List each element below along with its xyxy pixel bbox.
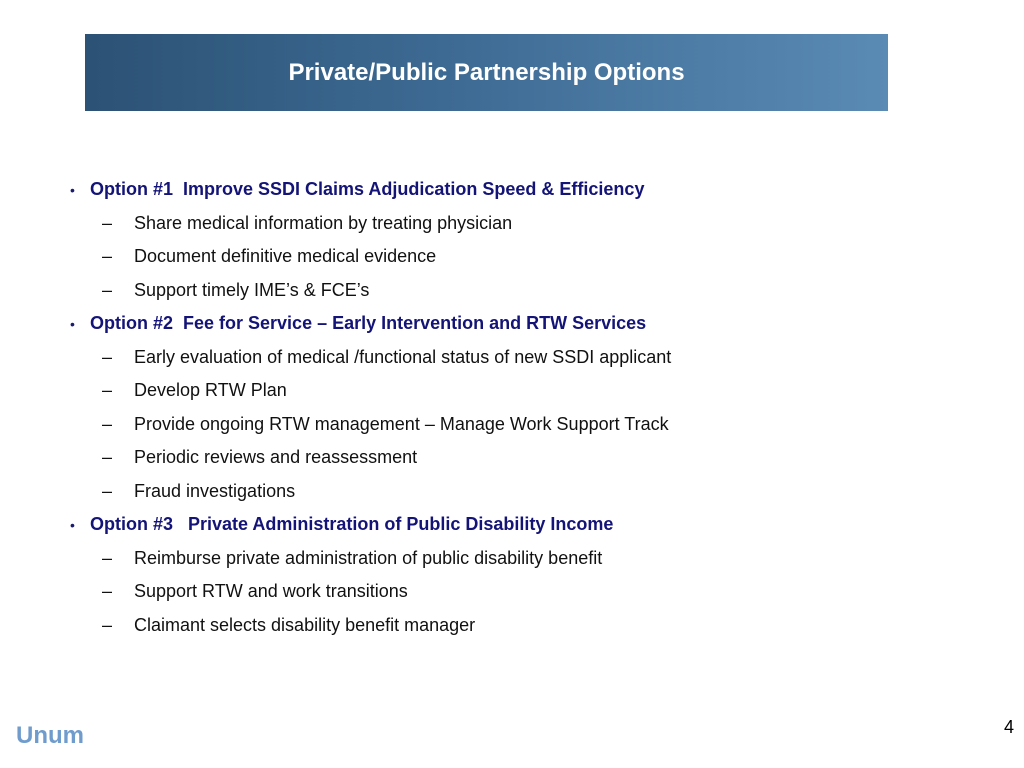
option-2-heading — [70, 307, 970, 341]
option-1-heading-text: Option #1 Improve SSDI Claims Adjudication Speed & Efficiency — [90, 179, 645, 199]
bullet-list — [70, 173, 970, 642]
unum-logo: Unum — [16, 722, 84, 749]
list-item — [70, 441, 970, 475]
bullet-mark: • — [70, 316, 75, 332]
list-item — [70, 274, 970, 308]
list-item-text: Fraud investigations — [134, 480, 296, 501]
dash-mark: – — [102, 614, 113, 635]
dash-mark: – — [102, 279, 113, 300]
list-item-text: Claimant selects disability benefit manager — [134, 614, 476, 635]
title-banner — [85, 34, 888, 111]
bullet-mark: • — [70, 182, 75, 198]
dash-mark: – — [102, 380, 113, 400]
dash-mark: – — [102, 413, 113, 434]
list-item-text: Early evaluation of medical /functional status of new SSDI applicant — [134, 346, 672, 367]
option-3-heading — [70, 508, 970, 542]
dash-mark: – — [102, 246, 113, 266]
option-3-heading-text: Option #3 Private Administration of Public Disability Income — [90, 514, 614, 534]
list-item-text: Develop RTW Plan — [134, 380, 287, 400]
list-item — [70, 475, 970, 509]
list-item-text: Share medical information by treating physician — [134, 212, 513, 233]
list-item-text: Document definitive medical evidence — [134, 246, 437, 266]
list-item — [70, 542, 970, 576]
dash-mark: – — [102, 547, 113, 568]
dash-mark: – — [102, 581, 113, 601]
list-item — [70, 408, 970, 442]
page-number: 4 — [1003, 717, 1014, 737]
bullet-mark: • — [70, 517, 75, 533]
list-item — [70, 609, 970, 643]
option-2-heading-text: Option #2 Fee for Service – Early Intervention and RTW Services — [90, 313, 647, 333]
list-item-text: Support timely IME’s & FCE’s — [134, 279, 370, 300]
list-item — [70, 207, 970, 241]
list-item-text: Reimburse private administration of public disability benefit — [134, 547, 603, 568]
dash-mark: – — [102, 212, 113, 233]
dash-mark: – — [102, 346, 113, 367]
list-item — [70, 374, 970, 408]
dash-mark: – — [102, 447, 113, 467]
list-item-text: Provide ongoing RTW management – Manage Work Support Track — [134, 413, 669, 434]
list-item — [70, 575, 970, 609]
dash-mark: – — [102, 480, 113, 501]
option-1-heading — [70, 173, 970, 207]
list-item-text: Periodic reviews and reassessment — [134, 447, 418, 467]
list-item — [70, 240, 970, 274]
list-item — [70, 341, 970, 375]
slide-title: Private/Public Partnership Options — [288, 58, 685, 86]
list-item-text: Support RTW and work transitions — [134, 581, 408, 601]
